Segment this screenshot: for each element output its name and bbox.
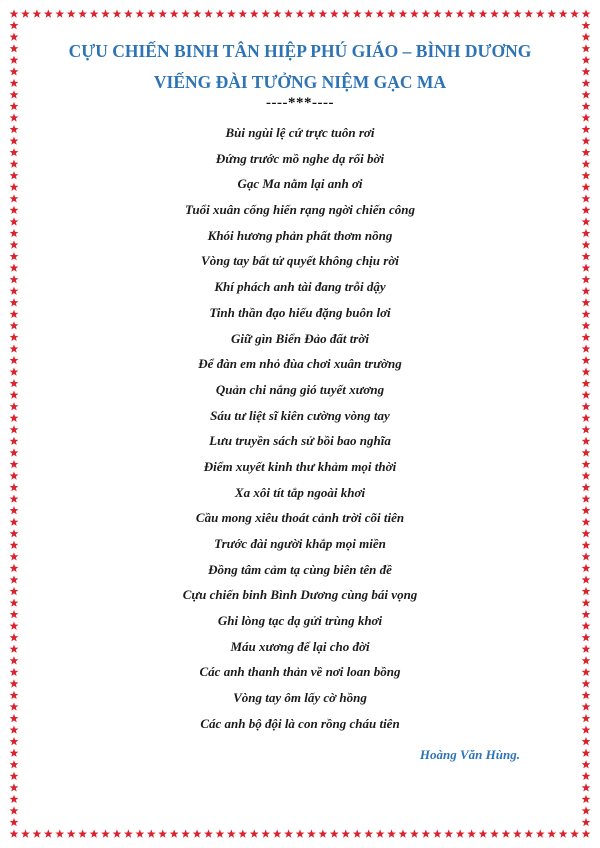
star-icon [10,33,19,41]
star-icon [10,702,19,710]
star-icon [10,113,19,121]
star-icon [307,9,316,17]
star-icon [582,391,591,399]
star-icon [10,494,19,502]
star-icon [513,9,522,17]
title-line-2: VIẾNG ĐÀI TƯỞNG NIỆM GẠC MA [153,72,447,92]
star-icon [582,494,591,502]
poem-line: Điểm xuyết kinh thư khảm mọi thời [203,458,397,474]
star-icon [193,829,202,837]
star-icon [238,9,247,17]
star-icon [10,541,19,549]
star-icon [582,806,591,814]
poem-line: Các anh thanh thản về nơi loan bồng [199,664,401,680]
star-icon [582,541,591,549]
star-icon [582,564,591,572]
star-icon [10,714,19,722]
star-icon [582,448,591,456]
star-icon [10,287,19,295]
star-icon [10,656,19,664]
star-icon [421,9,430,17]
star-icon [330,829,339,837]
star-icon [582,367,591,375]
star-icon [10,183,19,191]
star-icon [124,829,133,837]
star-icon [10,679,19,687]
star-icon [364,9,373,17]
star-icon [204,829,213,837]
star-icon [582,321,591,329]
star-icon [582,160,591,168]
star-icon [433,9,442,17]
star-icon [341,9,350,17]
star-icon [193,9,202,17]
star-icon [582,240,591,248]
star-icon [582,67,591,75]
poem-line: Đứng trước mồ nghe dạ rối bời [215,150,385,166]
star-icon [570,9,579,17]
star-icon [10,818,19,826]
star-icon [582,471,591,479]
star-icon [536,829,545,837]
star-icon [10,587,19,595]
star-icon [10,575,19,583]
star-icon [582,194,591,202]
star-icon [10,506,19,514]
star-icon [582,56,591,64]
star-icon [238,829,247,837]
star-icon [387,9,396,17]
star-icon [10,252,19,260]
star-icon [421,829,430,837]
star-icon [353,829,362,837]
star-icon [10,598,19,606]
separator: ----***---- [266,95,334,111]
star-icon [582,702,591,710]
star-icon [10,414,19,422]
star-icon [582,425,591,433]
star-icon [547,9,556,17]
star-icon [10,564,19,572]
star-icon [10,344,19,352]
poem-line: Tuổi xuân cống hiến rạng ngời chiến công [184,202,416,218]
star-icon [582,9,591,17]
star-icon [582,772,591,780]
star-icon [582,691,591,699]
star-icon [582,483,591,491]
star-icon [582,622,591,630]
star-icon [227,829,236,837]
star-icon [67,9,76,17]
star-icon [582,136,591,144]
star-icon [10,691,19,699]
star-icon [101,829,110,837]
star-icon [582,414,591,422]
star-icon [147,9,156,17]
star-icon [582,379,591,387]
star-icon [135,829,144,837]
poem-line: Máu xương để lại cho đời [230,638,370,654]
star-icon [181,9,190,17]
star-icon [582,437,591,445]
star-icon [570,829,579,837]
star-icon [10,79,19,87]
poem-line: Quản chi nắng gió tuyết xương [215,381,385,397]
star-icon [582,749,591,757]
star-icon [582,206,591,214]
star-icon [524,9,533,17]
star-icon [10,56,19,64]
star-icon [10,737,19,745]
poem-line: Vòng tay ôm lấy cờ hồng [233,690,367,706]
star-icon [90,9,99,17]
star-icon [10,275,19,283]
star-icon [21,829,30,837]
star-icon [10,217,19,225]
poem-line: Các anh bộ đội là con rồng cháu tiên [200,715,400,731]
star-icon [502,829,511,837]
star-icon [216,9,225,17]
poem-line: Cầu mong xiêu thoát cảnh trời cõi tiên [195,510,405,526]
star-icon [261,829,270,837]
star-icon [582,229,591,237]
star-icon [227,9,236,17]
star-icon [582,529,591,537]
star-icon [10,483,19,491]
star-icon [10,518,19,526]
star-icon [444,829,453,837]
star-icon [10,783,19,791]
star-icon [547,829,556,837]
poem-line: Giữ gìn Biển Đảo đất trời [231,330,369,346]
star-icon [181,829,190,837]
poem-line: Xa xôi tít tắp ngoài khơi [234,484,366,500]
star-icon [582,148,591,156]
star-icon [101,9,110,17]
poem-line: Sáu tư liệt sĩ kiên cường vòng tay [210,407,390,423]
star-icon [582,714,591,722]
star-icon [582,402,591,410]
star-icon [582,783,591,791]
star-icon [10,367,19,375]
star-icon [44,9,53,17]
star-icon [135,9,144,17]
star-icon [582,679,591,687]
star-icon [10,136,19,144]
star-icon [250,9,259,17]
star-icon [582,737,591,745]
star-icon [250,829,259,837]
star-icon [582,44,591,52]
star-icon [10,333,19,341]
star-icon [524,829,533,837]
star-icon [582,818,591,826]
star-icon [10,240,19,248]
star-icon [10,102,19,110]
star-icon [33,9,42,17]
star-icon [582,725,591,733]
star-icon [10,321,19,329]
star-icon [170,829,179,837]
star-icon [319,829,328,837]
star-icon [582,656,591,664]
star-icon [44,829,53,837]
star-icon [10,21,19,29]
star-icon [479,9,488,17]
star-icon [10,795,19,803]
star-icon [582,90,591,98]
star-icon [467,9,476,17]
star-icon [10,460,19,468]
star-icon [582,506,591,514]
author-signature: Hoàng Văn Hùng. [419,747,520,762]
star-icon [10,402,19,410]
star-icon [513,829,522,837]
star-icon [10,356,19,364]
star-icon [582,171,591,179]
poem-line: Khói hương phản phất thơm nồng [207,227,393,243]
star-icon [582,21,591,29]
star-icon [90,829,99,837]
star-icon [582,252,591,260]
poem-line: Tinh thần đạo hiếu đặng buôn lơi [209,304,391,320]
star-icon [147,829,156,837]
star-icon [10,633,19,641]
title-line-1: CỰU CHIẾN BINH TÂN HIỆP PHÚ GIÁO – BÌNH DƯƠNG [68,41,532,61]
star-icon [10,44,19,52]
star-icon [296,829,305,837]
star-icon [582,344,591,352]
star-icon [113,9,122,17]
poem-line: Vòng tay bất tử quyết không chịu rời [201,253,399,269]
star-icon [204,9,213,17]
poem-line: Để đàn em nhỏ đùa chơi xuân trường [198,356,402,372]
star-icon [456,829,465,837]
star-icon [330,9,339,17]
poem-line: Khí phách anh tài đang trỗi dậy [214,279,386,295]
star-icon [10,160,19,168]
star-icon [296,9,305,17]
poem-line: Trước đài người khắp mọi miền [214,536,386,551]
star-icon [582,356,591,364]
star-icon [10,379,19,387]
poem-line: Bùi ngùi lệ cứ trực tuôn rơi [225,125,375,140]
star-icon [78,9,87,17]
star-icon [387,829,396,837]
star-icon [410,9,419,17]
star-icon [364,829,373,837]
star-icon [582,795,591,803]
star-icon [319,9,328,17]
poem-line: Ghi lòng tạc dạ gửi trùng khơi [217,613,383,629]
star-icon [467,829,476,837]
star-icon [582,217,591,225]
star-icon [10,171,19,179]
star-icon [536,9,545,17]
poem-line: Lưu truyền sách sử bồi bao nghĩa [209,433,391,449]
star-icon [10,806,19,814]
star-icon [10,229,19,237]
poem-page [30,30,570,818]
star-icon [582,829,591,837]
star-icon [10,471,19,479]
star-icon [10,90,19,98]
star-icon [10,622,19,630]
star-icon [124,9,133,17]
star-icon [158,9,167,17]
star-icon [399,829,408,837]
star-icon [479,829,488,837]
poem-line: Gạc Ma nằm lại anh ơi [237,176,363,192]
star-icon [55,9,64,17]
star-icon [21,9,30,17]
star-icon [582,310,591,318]
star-icon [433,829,442,837]
star-icon [10,552,19,560]
star-icon [10,760,19,768]
star-icon [284,9,293,17]
star-icon [10,67,19,75]
star-icon [582,275,591,283]
star-icon [582,633,591,641]
star-icon [582,125,591,133]
star-icon [582,645,591,653]
star-icon [113,829,122,837]
star-icon [10,645,19,653]
star-icon [582,263,591,271]
star-icon [10,263,19,271]
star-icon [582,598,591,606]
star-icon [582,552,591,560]
star-icon [376,9,385,17]
star-icon [10,749,19,757]
star-icon [582,79,591,87]
star-icon [55,829,64,837]
star-icon [10,298,19,306]
star-icon [10,9,19,17]
star-icon [410,829,419,837]
star-icon [582,298,591,306]
star-icon [307,829,316,837]
poem-line: Đồng tâm cảm tạ cùng biên tên đề [208,561,392,577]
star-icon [10,206,19,214]
star-icon [582,668,591,676]
star-icon [341,829,350,837]
star-icon [582,460,591,468]
star-icon [582,287,591,295]
star-icon [33,829,42,837]
poem-body [30,120,570,737]
star-icon [78,829,87,837]
star-icon [456,9,465,17]
star-icon [10,448,19,456]
star-icon [582,518,591,526]
star-icon [216,829,225,837]
star-icon [582,587,591,595]
star-icon [582,33,591,41]
star-icon [10,529,19,537]
star-icon [10,194,19,202]
star-icon [67,829,76,837]
star-icon [170,9,179,17]
star-icon [582,575,591,583]
star-icon [10,772,19,780]
star-icon [444,9,453,17]
star-icon [10,437,19,445]
star-icon [490,9,499,17]
star-icon [10,310,19,318]
star-icon [376,829,385,837]
star-icon [490,829,499,837]
star-icon [273,829,282,837]
star-icon [582,610,591,618]
star-icon [158,829,167,837]
star-icon [10,829,19,837]
star-icon [261,9,270,17]
star-icon [582,333,591,341]
star-icon [10,148,19,156]
star-icon [10,391,19,399]
star-icon [502,9,511,17]
star-icon [582,760,591,768]
star-icon [399,9,408,17]
star-icon [582,102,591,110]
star-icon [10,668,19,676]
star-icon [582,113,591,121]
star-icon [582,183,591,191]
star-icon [559,9,568,17]
star-icon [284,829,293,837]
star-icon [559,829,568,837]
star-icon [10,725,19,733]
star-icon [10,125,19,133]
poem-line: Cựu chiến binh Bình Dương cùng bái vọng [182,587,418,603]
star-icon [353,9,362,17]
star-icon [273,9,282,17]
star-icon [10,425,19,433]
star-icon [10,610,19,618]
